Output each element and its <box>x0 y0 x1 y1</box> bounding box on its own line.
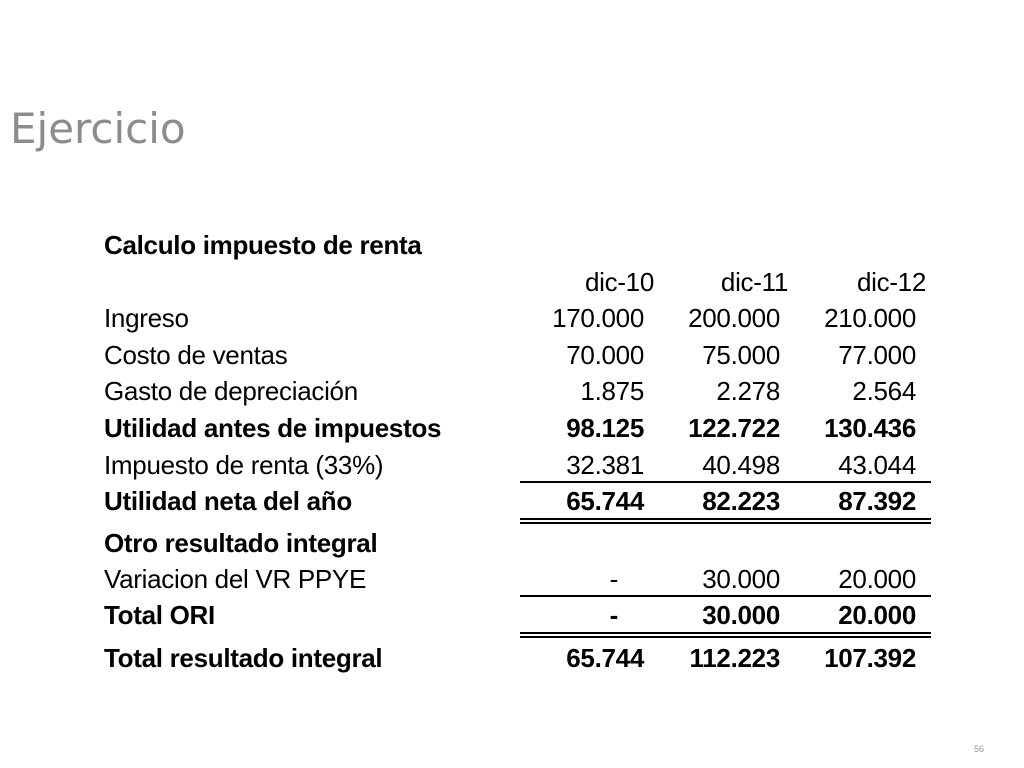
row-value-dic-11: 122.722 <box>688 413 780 443</box>
column-header-dic-12: dic-12 <box>856 267 926 297</box>
row-value-dic-10: - <box>609 600 618 630</box>
row-value-dic-11: 2.278 <box>716 376 780 406</box>
row-value-dic-10: 70.000 <box>566 340 644 370</box>
row-value-dic-12: 20.000 <box>838 564 916 594</box>
row-value-dic-12: 210.000 <box>824 303 916 333</box>
table-row-utilidad-antes-de-impuestos <box>0 411 1024 445</box>
row-value-dic-10: 32.381 <box>566 450 644 480</box>
table-row-total-resultado-integral <box>0 641 1024 675</box>
row-label: Impuesto de renta (33%) <box>104 450 384 480</box>
table-row-gasto-de-depreciacion <box>0 374 1024 408</box>
row-value-dic-10: 98.125 <box>566 413 644 443</box>
row-value-dic-12: 77.000 <box>838 340 916 370</box>
row-value-dic-10: - <box>609 564 618 594</box>
column-header-row <box>0 265 1024 299</box>
row-value-dic-11: 75.000 <box>702 340 780 370</box>
row-value-dic-12: 2.564 <box>852 376 916 406</box>
row-label: Total resultado integral <box>104 643 383 673</box>
row-value-dic-11: 200.000 <box>688 303 780 333</box>
column-header-dic-10: dic-10 <box>584 267 654 297</box>
ori-rule <box>520 595 931 597</box>
row-label: Total ORI <box>104 600 215 630</box>
table-row-variacion-vr-ppye <box>0 562 1024 596</box>
subtotal-rule <box>520 481 931 483</box>
row-label: Utilidad antes de impuestos <box>104 413 442 443</box>
row-label: Ingreso <box>104 303 189 333</box>
row-value-dic-12: 107.392 <box>824 643 916 673</box>
table-row-utilidad-neta <box>0 484 1024 518</box>
row-value-dic-10: 1.875 <box>580 376 644 406</box>
row-label: Costo de ventas <box>104 340 288 370</box>
double-rule-top <box>520 632 931 634</box>
row-value-dic-11: 112.223 <box>689 643 780 673</box>
table-row-total-ori <box>0 598 1024 632</box>
row-value-dic-12: 130.436 <box>824 413 916 443</box>
row-label: Otro resultado integral <box>104 528 378 558</box>
row-value-dic-10: 65.744 <box>566 643 644 673</box>
table-title: Calculo impuesto de renta <box>104 230 422 260</box>
row-value-dic-10: 170.000 <box>552 303 644 333</box>
double-rule-bottom <box>520 636 931 638</box>
double-rule-bottom <box>520 522 931 524</box>
row-label: Utilidad neta del año <box>104 486 352 516</box>
table-row-costo-de-ventas <box>0 338 1024 372</box>
row-label: Gasto de depreciación <box>104 376 358 406</box>
row-value-dic-10: 65.744 <box>566 486 644 516</box>
slide-title: Ejercicio <box>10 104 186 153</box>
double-rule-top <box>520 518 931 520</box>
column-header-dic-11: dic-11 <box>720 267 788 297</box>
table-row-impuesto-de-renta <box>0 448 1024 482</box>
row-value-dic-11: 30.000 <box>702 564 780 594</box>
row-label: Variacion del VR PPYE <box>104 564 367 594</box>
page-number: 56 <box>973 744 984 754</box>
table-row-otro-resultado-integral <box>0 526 1024 560</box>
row-value-dic-12: 43.044 <box>838 450 916 480</box>
row-value-dic-11: 40.498 <box>702 450 780 480</box>
table-row-ingreso <box>0 301 1024 335</box>
row-value-dic-11: 30.000 <box>702 600 780 630</box>
row-value-dic-12: 20.000 <box>838 600 916 630</box>
row-value-dic-11: 82.223 <box>702 486 780 516</box>
row-value-dic-12: 87.392 <box>838 486 916 516</box>
